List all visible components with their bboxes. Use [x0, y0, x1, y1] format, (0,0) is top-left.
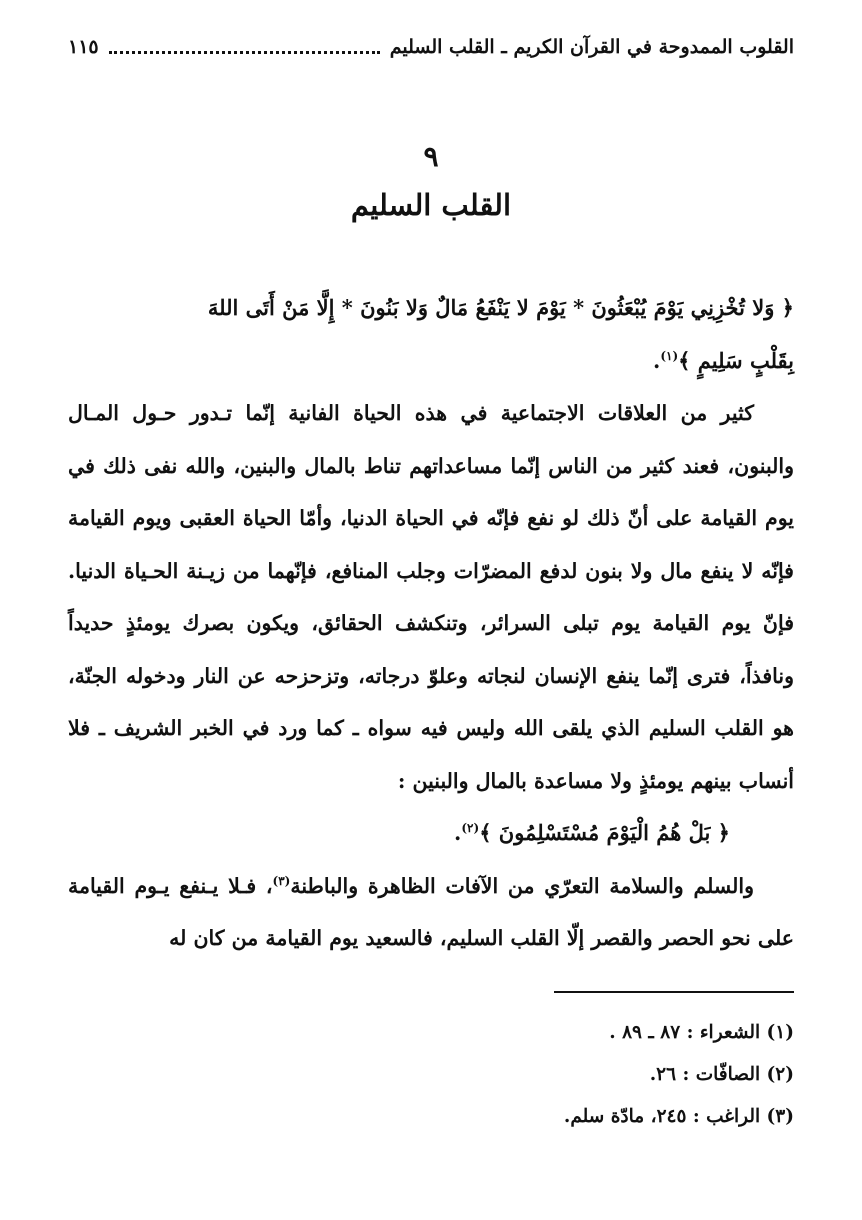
footnote-separator [554, 991, 794, 993]
footnote-ref-1: (١) [660, 348, 679, 363]
footnote-1: (١) الشعراء : ٨٧ ـ ٨٩ . [609, 1022, 794, 1043]
verse-1-line-2: بِقَلْبٍ سَلِيمٍ ﴾ [678, 347, 794, 373]
header-title: القلوب الممدوحة في القرآن الكريم ـ القلب السليم [389, 36, 794, 58]
footnote-2: (٢) الصافّات : ٢٦. [649, 1064, 794, 1085]
footnote-3: (٣) الراغب : ٢٤٥، مادّة سلم. [563, 1106, 794, 1127]
verse-1-line-1: ﴿ وَلا تُخْزِنِي يَوْمَ يُبْعَثُونَ * يَوْمَ لا يَنْفَعُ مَالٌ وَلا بَنُونَ * إِلَّا مَنْ أَتَى اللهَ [207, 295, 794, 320]
verse-1-end: . [653, 347, 661, 373]
footnote-ref-2: (٢) [461, 821, 480, 835]
footnote-ref-3: (٣) [272, 873, 291, 888]
header-dot-leader [109, 51, 380, 54]
quran-verse-1 [68, 282, 794, 335]
paragraph-2-start: والسلم والسلامة التعرّي من الآفات الظاهرة والباطنة [290, 873, 754, 898]
main-text [68, 282, 794, 965]
chapter-number: ٩ [423, 140, 439, 173]
chapter-title: القلب السليم [350, 188, 512, 222]
quran-verse-2 [68, 807, 794, 860]
running-header [68, 36, 794, 58]
footnotes [200, 1012, 794, 1138]
paragraph-2-rest: ، فـلا يـنفع يـوم القيامة على نحو الحصر والقصر إلّا القلب السليم، فالسعيد يوم القيامة من كان له [68, 873, 794, 950]
verse-2-end: . [454, 820, 462, 845]
verse-2-text: ﴿ بَلْ هُمُ الْيَوْمَ مُسْتَسْلِمُونَ ﴾ [479, 820, 730, 845]
paragraph-2 [68, 860, 794, 965]
quran-verse-1-continued [68, 335, 794, 388]
paragraph-1: كثير من العلاقات الاجتماعية في هذه الحياة الفانية إنّما تـدور حـول المـال والبنون، فعند كثير من الناس إنّما مساعداتهم تناط بالمال والبنين، والله نفى ذلك في يوم القيامة على أنّ ذلك لو نفع فإنّه في الحياة الدنيا، وأمّا الحياة العقبى ويوم القيامة فإنّه لا ينفع مال ولا بنون لدفع المضرّات وجلب المنافع، فإنّهما من زيـنة الحـياة الدنيا. فإنّ يوم القيامة يوم تبلى السرائر، وتنكشف الحقائق، ويكون بصرك يومئذٍ حديداً ونافذاً، فترى إنّما ينفع الإنسان لنجاته وعلوّ درجاته، وتزحزحه عن النار ودخوله الجنّة، هو القلب السليم الذي يلقى الله وليس فيه سواه ـ كما ورد في الخبر الشريف ـ فلا أنساب بينهم يومئذٍ ولا مساعدة بالمال والبنين : [68, 401, 794, 793]
page-number: ١١٥ [68, 36, 99, 58]
